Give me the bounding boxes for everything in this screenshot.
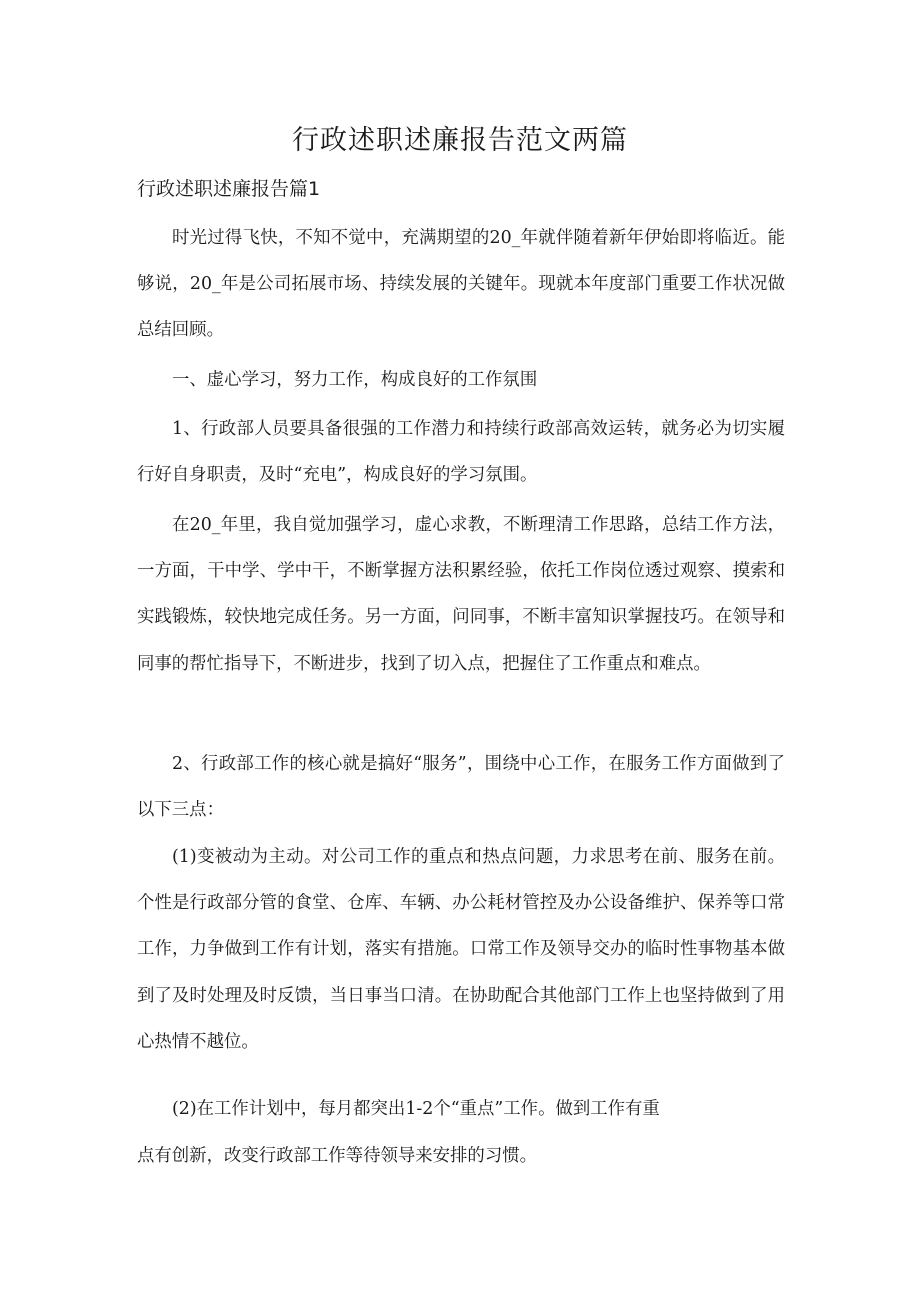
paragraph-learning: 在20_年里，我自觉加强学习，虚心求教，不断理清工作思路，总结工作方法，一方面，干中学、学中干，不断掌握方法积累经验，依托工作岗位透过观察、摸索和实践锻炼，较快地完成任务。另一方面，问同事，不断丰富知识掌握技巧。在领导和同事的帮忙指导下，不断进步，找到了切入点，把握住了工作重点和难点。 <box>137 515 785 674</box>
section-heading: 行政述职述廉报告篇1 <box>137 178 321 200</box>
document-title: 行政述职述廉报告范文两篇 <box>292 125 628 156</box>
paragraph-heading-one: 一、虚心学习，努力工作，构成良好的工作氛围 <box>172 370 538 390</box>
paragraph-item-2: 2、行政部工作的核心就是搞好“服务”，围绕中心工作，在服务工作方面做到了以下三点： <box>137 754 785 821</box>
paragraph-item-1: 1、行政部人员要具备很强的工作潜力和持续行政部高效运转，就务必为切实履行好自身职责，及时“充电”，构成良好的学习氛围。 <box>137 419 785 486</box>
paragraph-intro: 时光过得飞快，不知不觉中，充满期望的20_年就伴随着新年伊始即将临近。能够说，20_年是公司拓展市场、持续发展的关键年。现就本年度部门重要工作状况做总结回顾。 <box>137 228 785 341</box>
paragraph-sub-1: (1)变被动为主动。对公司工作的重点和热点问题，力求思考在前、服务在前。个性是行政部分管的食堂、仓库、车辆、办公耗材管控及办公设备维护、保养等口常工作，力争做到工作有计划，落实有措施。口常工作及领导交办的临时性事物基本做到了及时处理及时反馈，当日事当口清。在协助配合其他部门工作上也坚持做到了用心热情不越位。 <box>137 847 785 1052</box>
paragraph-sub-2-line2: 点有创新，改变行政部工作等待领导来安排的习惯。 <box>137 1146 537 1166</box>
paragraph-sub-2-line1: (2)在工作计划中，每月都突出1-2个“重点”工作。做到工作有重 <box>172 1099 660 1119</box>
